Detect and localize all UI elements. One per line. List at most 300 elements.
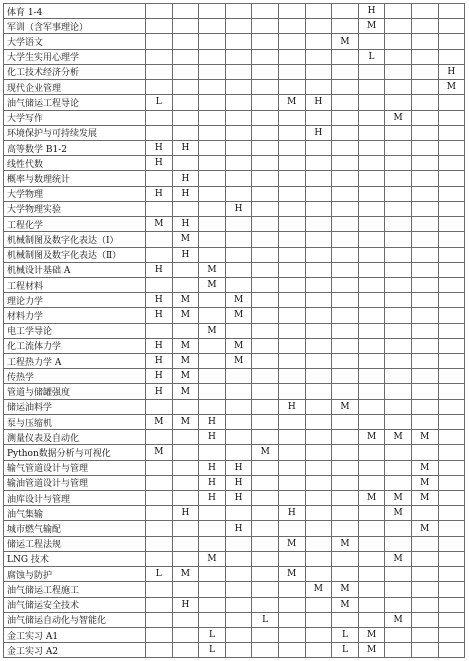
support-level-cell bbox=[252, 430, 279, 445]
support-level-cell bbox=[385, 414, 412, 429]
support-level-cell bbox=[385, 95, 412, 110]
support-level-cell: M bbox=[172, 567, 199, 582]
support-level-cell: M bbox=[172, 232, 199, 247]
support-level-cell bbox=[332, 262, 359, 277]
support-level-cell: H bbox=[146, 262, 173, 277]
support-level-cell bbox=[199, 80, 226, 95]
support-level-cell bbox=[199, 536, 226, 551]
support-level-cell bbox=[411, 354, 438, 369]
support-level-cell bbox=[225, 125, 252, 140]
support-level-cell bbox=[252, 217, 279, 232]
support-level-cell bbox=[305, 369, 332, 384]
support-level-cell bbox=[438, 627, 465, 642]
support-level-cell bbox=[358, 156, 385, 171]
support-level-cell bbox=[252, 369, 279, 384]
support-level-cell bbox=[225, 536, 252, 551]
course-name-cell: 高等数学 B1-2 bbox=[4, 140, 146, 155]
course-name-cell: 泵与压缩机 bbox=[4, 414, 146, 429]
table-row bbox=[4, 293, 465, 308]
support-level-cell bbox=[332, 64, 359, 79]
support-level-cell bbox=[278, 247, 305, 262]
support-level-cell bbox=[358, 34, 385, 49]
support-level-cell bbox=[385, 186, 412, 201]
support-level-cell bbox=[172, 262, 199, 277]
support-level-cell bbox=[358, 171, 385, 186]
support-level-cell bbox=[278, 293, 305, 308]
support-level-cell bbox=[146, 323, 173, 338]
support-level-cell: H bbox=[172, 171, 199, 186]
support-level-cell bbox=[305, 232, 332, 247]
support-level-cell bbox=[438, 445, 465, 460]
support-level-cell: M bbox=[385, 551, 412, 566]
support-level-cell: M bbox=[385, 491, 412, 506]
table-row bbox=[4, 64, 465, 79]
support-level-cell bbox=[172, 110, 199, 125]
support-level-cell bbox=[252, 232, 279, 247]
support-level-cell bbox=[199, 201, 226, 216]
support-level-cell bbox=[278, 597, 305, 612]
support-level-cell bbox=[411, 49, 438, 64]
support-level-cell bbox=[252, 140, 279, 155]
support-level-cell bbox=[278, 369, 305, 384]
support-level-cell: M bbox=[358, 491, 385, 506]
support-level-cell bbox=[332, 49, 359, 64]
support-level-cell bbox=[385, 171, 412, 186]
support-level-cell bbox=[252, 491, 279, 506]
support-level-cell bbox=[411, 156, 438, 171]
table-row bbox=[4, 567, 465, 582]
support-level-cell: M bbox=[199, 323, 226, 338]
support-level-cell: M bbox=[225, 338, 252, 353]
support-level-cell bbox=[146, 597, 173, 612]
course-name-cell: 理论力学 bbox=[4, 293, 146, 308]
support-level-cell bbox=[438, 277, 465, 292]
support-level-cell bbox=[438, 293, 465, 308]
support-level-cell: M bbox=[305, 582, 332, 597]
support-level-cell bbox=[358, 186, 385, 201]
course-name-cell: 线性代数 bbox=[4, 156, 146, 171]
support-level-cell bbox=[332, 323, 359, 338]
support-level-cell bbox=[411, 384, 438, 399]
support-level-cell bbox=[438, 612, 465, 627]
support-level-cell bbox=[199, 521, 226, 536]
support-level-cell bbox=[385, 125, 412, 140]
support-level-cell bbox=[199, 232, 226, 247]
support-level-cell bbox=[358, 80, 385, 95]
support-level-cell bbox=[332, 475, 359, 490]
table-row bbox=[4, 247, 465, 262]
support-level-cell bbox=[278, 354, 305, 369]
support-level-cell bbox=[358, 293, 385, 308]
support-level-cell: M bbox=[199, 277, 226, 292]
table-row bbox=[4, 34, 465, 49]
support-level-cell bbox=[252, 171, 279, 186]
support-level-cell bbox=[305, 308, 332, 323]
support-level-cell bbox=[199, 140, 226, 155]
table-row bbox=[4, 475, 465, 490]
course-name-cell: 概率与数理统计 bbox=[4, 171, 146, 186]
support-level-cell bbox=[146, 34, 173, 49]
support-level-cell bbox=[225, 247, 252, 262]
support-level-cell bbox=[358, 597, 385, 612]
support-level-cell: H bbox=[225, 521, 252, 536]
support-level-cell bbox=[332, 247, 359, 262]
support-level-cell bbox=[332, 414, 359, 429]
support-level-cell bbox=[385, 140, 412, 155]
support-level-cell bbox=[385, 4, 412, 19]
support-level-cell bbox=[411, 323, 438, 338]
support-level-cell bbox=[438, 247, 465, 262]
support-level-cell bbox=[172, 156, 199, 171]
support-level-cell bbox=[438, 414, 465, 429]
support-level-cell bbox=[305, 536, 332, 551]
support-level-cell: M bbox=[332, 597, 359, 612]
support-level-cell bbox=[385, 293, 412, 308]
support-level-cell bbox=[358, 521, 385, 536]
course-name-cell: 腐蚀与防护 bbox=[4, 567, 146, 582]
support-level-cell bbox=[225, 582, 252, 597]
course-matrix-table bbox=[3, 3, 465, 658]
support-level-cell bbox=[332, 217, 359, 232]
course-name-cell: 电工学导论 bbox=[4, 323, 146, 338]
support-level-cell bbox=[332, 430, 359, 445]
support-level-cell bbox=[199, 369, 226, 384]
support-level-cell bbox=[252, 186, 279, 201]
support-level-cell bbox=[278, 491, 305, 506]
table-row bbox=[4, 232, 465, 247]
support-level-cell bbox=[146, 551, 173, 566]
support-level-cell bbox=[199, 582, 226, 597]
table-row bbox=[4, 49, 465, 64]
support-level-cell bbox=[411, 247, 438, 262]
support-level-cell: H bbox=[438, 64, 465, 79]
course-name-cell: 油库设计与管理 bbox=[4, 491, 146, 506]
support-level-cell bbox=[438, 597, 465, 612]
support-level-cell bbox=[225, 369, 252, 384]
support-level-cell bbox=[411, 201, 438, 216]
support-level-cell bbox=[332, 384, 359, 399]
course-name-cell: 大学物理 bbox=[4, 186, 146, 201]
support-level-cell bbox=[438, 536, 465, 551]
support-level-cell bbox=[199, 186, 226, 201]
support-level-cell bbox=[225, 323, 252, 338]
support-level-cell bbox=[305, 521, 332, 536]
course-name-cell: Python数据分析与可视化 bbox=[4, 445, 146, 460]
support-level-cell bbox=[305, 293, 332, 308]
course-name-cell: 机械制图及数字化表达（Ⅱ） bbox=[4, 247, 146, 262]
support-level-cell bbox=[172, 64, 199, 79]
support-level-cell bbox=[305, 247, 332, 262]
support-level-cell bbox=[252, 201, 279, 216]
support-level-cell bbox=[225, 567, 252, 582]
support-level-cell: L bbox=[199, 643, 226, 658]
support-level-cell bbox=[332, 308, 359, 323]
table-row bbox=[4, 491, 465, 506]
support-level-cell bbox=[146, 612, 173, 627]
support-level-cell bbox=[278, 19, 305, 34]
support-level-cell bbox=[305, 354, 332, 369]
support-level-cell bbox=[358, 582, 385, 597]
support-level-cell bbox=[438, 95, 465, 110]
support-level-cell bbox=[332, 369, 359, 384]
support-level-cell bbox=[225, 612, 252, 627]
support-level-cell bbox=[385, 627, 412, 642]
support-level-cell: H bbox=[199, 414, 226, 429]
support-level-cell bbox=[225, 49, 252, 64]
support-level-cell bbox=[278, 186, 305, 201]
support-level-cell bbox=[278, 156, 305, 171]
support-level-cell bbox=[199, 64, 226, 79]
support-level-cell bbox=[172, 4, 199, 19]
support-level-cell bbox=[278, 232, 305, 247]
support-level-cell bbox=[385, 262, 412, 277]
support-level-cell bbox=[252, 475, 279, 490]
table-row bbox=[4, 551, 465, 566]
support-level-cell bbox=[305, 64, 332, 79]
support-level-cell bbox=[278, 338, 305, 353]
support-level-cell bbox=[225, 643, 252, 658]
support-level-cell bbox=[305, 567, 332, 582]
support-level-cell bbox=[172, 627, 199, 642]
support-level-cell bbox=[358, 354, 385, 369]
support-level-cell: M bbox=[438, 80, 465, 95]
support-level-cell: M bbox=[385, 430, 412, 445]
table-row bbox=[4, 430, 465, 445]
support-level-cell bbox=[385, 277, 412, 292]
support-level-cell: L bbox=[332, 627, 359, 642]
support-level-cell bbox=[332, 80, 359, 95]
support-level-cell bbox=[438, 186, 465, 201]
support-level-cell bbox=[385, 232, 412, 247]
support-level-cell bbox=[358, 247, 385, 262]
support-level-cell bbox=[305, 399, 332, 414]
support-level-cell: H bbox=[305, 95, 332, 110]
table-row bbox=[4, 110, 465, 125]
support-level-cell bbox=[305, 186, 332, 201]
support-level-cell: H bbox=[146, 140, 173, 155]
support-level-cell bbox=[385, 49, 412, 64]
support-level-cell bbox=[146, 125, 173, 140]
support-level-cell: H bbox=[172, 140, 199, 155]
support-level-cell bbox=[385, 384, 412, 399]
support-level-cell: H bbox=[146, 338, 173, 353]
support-level-cell bbox=[385, 323, 412, 338]
support-level-cell bbox=[358, 338, 385, 353]
course-name-cell: 体育 1-4 bbox=[4, 4, 146, 19]
support-level-cell: H bbox=[172, 247, 199, 262]
support-level-cell bbox=[252, 323, 279, 338]
support-level-cell: M bbox=[385, 612, 412, 627]
support-level-cell bbox=[252, 536, 279, 551]
support-level-cell bbox=[411, 140, 438, 155]
support-level-cell bbox=[438, 49, 465, 64]
support-level-cell bbox=[385, 354, 412, 369]
support-level-cell bbox=[146, 491, 173, 506]
table-row bbox=[4, 262, 465, 277]
support-level-cell bbox=[278, 277, 305, 292]
support-level-cell: H bbox=[278, 506, 305, 521]
support-level-cell bbox=[411, 262, 438, 277]
table-row bbox=[4, 80, 465, 95]
table-row bbox=[4, 612, 465, 627]
support-level-cell: M bbox=[146, 445, 173, 460]
support-level-cell bbox=[332, 19, 359, 34]
support-level-cell: M bbox=[358, 430, 385, 445]
support-level-cell bbox=[358, 399, 385, 414]
support-level-cell bbox=[438, 506, 465, 521]
support-level-cell bbox=[172, 475, 199, 490]
support-level-cell bbox=[199, 293, 226, 308]
support-level-cell bbox=[358, 536, 385, 551]
support-level-cell bbox=[305, 445, 332, 460]
table-row bbox=[4, 171, 465, 186]
support-level-cell bbox=[146, 110, 173, 125]
support-level-cell bbox=[358, 64, 385, 79]
support-level-cell bbox=[199, 171, 226, 186]
support-level-cell bbox=[305, 140, 332, 155]
support-level-cell: M bbox=[225, 293, 252, 308]
support-level-cell bbox=[358, 567, 385, 582]
support-level-cell bbox=[252, 125, 279, 140]
support-level-cell bbox=[172, 430, 199, 445]
support-level-cell: H bbox=[225, 475, 252, 490]
course-name-cell: 大学物理实验 bbox=[4, 201, 146, 216]
support-level-cell bbox=[358, 369, 385, 384]
support-level-cell bbox=[225, 110, 252, 125]
support-level-cell: M bbox=[199, 551, 226, 566]
support-level-cell: M bbox=[225, 308, 252, 323]
support-level-cell bbox=[278, 308, 305, 323]
table-row bbox=[4, 445, 465, 460]
support-level-cell bbox=[411, 64, 438, 79]
support-level-cell bbox=[358, 232, 385, 247]
support-level-cell bbox=[385, 521, 412, 536]
support-level-cell bbox=[438, 323, 465, 338]
support-level-cell bbox=[199, 354, 226, 369]
table-row bbox=[4, 384, 465, 399]
support-level-cell bbox=[411, 643, 438, 658]
course-name-cell: 大学语文 bbox=[4, 34, 146, 49]
support-level-cell bbox=[172, 551, 199, 566]
support-level-cell bbox=[332, 201, 359, 216]
support-level-cell: H bbox=[146, 308, 173, 323]
support-level-cell bbox=[225, 384, 252, 399]
support-level-cell bbox=[358, 414, 385, 429]
support-level-cell bbox=[305, 217, 332, 232]
support-level-cell bbox=[146, 521, 173, 536]
support-level-cell bbox=[252, 64, 279, 79]
support-level-cell bbox=[305, 414, 332, 429]
table-row bbox=[4, 460, 465, 475]
support-level-cell: H bbox=[225, 201, 252, 216]
support-level-cell bbox=[358, 506, 385, 521]
support-level-cell bbox=[252, 156, 279, 171]
support-level-cell bbox=[332, 4, 359, 19]
support-level-cell bbox=[225, 445, 252, 460]
support-level-cell bbox=[332, 460, 359, 475]
support-level-cell bbox=[199, 156, 226, 171]
course-name-cell: 机械设计基础 A bbox=[4, 262, 146, 277]
support-level-cell bbox=[411, 293, 438, 308]
table-row bbox=[4, 201, 465, 216]
support-level-cell bbox=[172, 277, 199, 292]
support-level-cell bbox=[358, 140, 385, 155]
support-level-cell bbox=[385, 399, 412, 414]
support-level-cell: M bbox=[172, 293, 199, 308]
support-level-cell: H bbox=[199, 491, 226, 506]
course-name-cell: 油气储运工程施工 bbox=[4, 582, 146, 597]
support-level-cell bbox=[172, 399, 199, 414]
table-row bbox=[4, 399, 465, 414]
support-level-cell bbox=[252, 643, 279, 658]
support-level-cell: H bbox=[146, 293, 173, 308]
support-level-cell bbox=[305, 627, 332, 642]
support-level-cell bbox=[199, 95, 226, 110]
support-level-cell bbox=[199, 597, 226, 612]
support-level-cell bbox=[252, 521, 279, 536]
support-level-cell bbox=[225, 80, 252, 95]
support-level-cell: M bbox=[278, 567, 305, 582]
support-level-cell bbox=[305, 110, 332, 125]
support-level-cell: M bbox=[172, 414, 199, 429]
support-level-cell bbox=[199, 247, 226, 262]
support-level-cell bbox=[278, 460, 305, 475]
support-level-cell bbox=[252, 384, 279, 399]
course-name-cell: LNG 技术 bbox=[4, 551, 146, 566]
support-level-cell: H bbox=[172, 217, 199, 232]
support-level-cell bbox=[438, 262, 465, 277]
support-level-cell bbox=[225, 597, 252, 612]
support-level-cell: M bbox=[358, 627, 385, 642]
support-level-cell bbox=[225, 64, 252, 79]
support-level-cell bbox=[385, 19, 412, 34]
support-level-cell: L bbox=[252, 612, 279, 627]
support-level-cell bbox=[438, 308, 465, 323]
support-level-cell bbox=[252, 293, 279, 308]
course-name-cell: 金工实习 A2 bbox=[4, 643, 146, 658]
support-level-cell bbox=[252, 19, 279, 34]
support-level-cell bbox=[411, 567, 438, 582]
support-level-cell bbox=[199, 445, 226, 460]
support-level-cell bbox=[252, 80, 279, 95]
support-level-cell bbox=[278, 201, 305, 216]
support-level-cell: H bbox=[225, 460, 252, 475]
support-level-cell bbox=[305, 171, 332, 186]
support-level-cell: M bbox=[358, 643, 385, 658]
course-name-cell: 材料力学 bbox=[4, 308, 146, 323]
support-level-cell bbox=[305, 338, 332, 353]
course-name-cell: 化工流体力学 bbox=[4, 338, 146, 353]
support-level-cell bbox=[411, 125, 438, 140]
table-row bbox=[4, 354, 465, 369]
support-level-cell bbox=[305, 460, 332, 475]
support-level-cell bbox=[225, 140, 252, 155]
support-level-cell: M bbox=[172, 369, 199, 384]
table-row bbox=[4, 582, 465, 597]
support-level-cell bbox=[305, 49, 332, 64]
support-level-cell bbox=[172, 49, 199, 64]
course-name-cell: 环境保护与可持续发展 bbox=[4, 125, 146, 140]
support-level-cell bbox=[332, 95, 359, 110]
support-level-cell bbox=[252, 277, 279, 292]
support-level-cell: H bbox=[146, 186, 173, 201]
support-level-cell: H bbox=[199, 475, 226, 490]
support-level-cell bbox=[278, 445, 305, 460]
support-level-cell: M bbox=[225, 354, 252, 369]
course-name-cell: 测量仪表及自动化 bbox=[4, 430, 146, 445]
support-level-cell bbox=[438, 232, 465, 247]
support-level-cell bbox=[438, 4, 465, 19]
